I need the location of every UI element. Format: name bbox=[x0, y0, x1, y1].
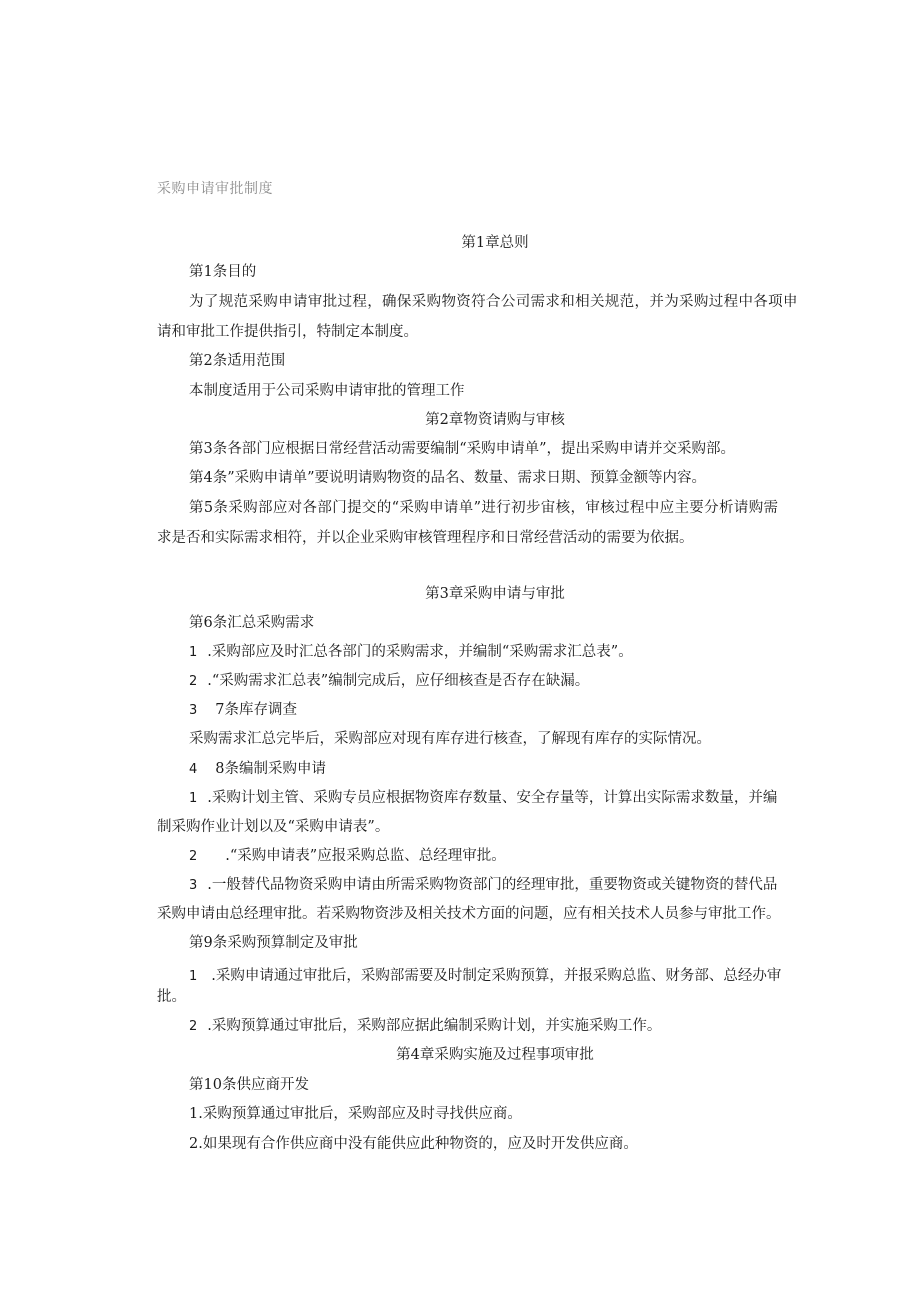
article-10-item-2: 2.如果现有合作供应商中没有能供应此种物资的，应及时开发供应商。 bbox=[189, 1136, 638, 1152]
article-10-title: 第10条供应商开发 bbox=[189, 1077, 309, 1093]
article-5-paragraph-line-2: 求是否和实际需求相符，并以企业采购审核管理程序和日常经营活动的需要为依据。 bbox=[157, 530, 694, 546]
item-number: 2 bbox=[189, 674, 198, 689]
article-1-paragraph-line-2: 请和审批工作提供指引，特制定本制度。 bbox=[157, 324, 418, 340]
item-text: .“采购申请表”应报采购总监、总经理审批。 bbox=[225, 848, 506, 864]
chapter-2-heading: 第2章物资请购与审核 bbox=[425, 412, 565, 428]
chapter-3-heading: 第3章采购申请与审批 bbox=[425, 586, 565, 602]
article-5-paragraph-line-1: 第5条采购部应对各部门提交的“采购申请单”进行初步宙核，审核过程中应主要分析请购需 bbox=[189, 500, 779, 516]
item-number: 2 bbox=[189, 1019, 198, 1034]
list-number: 4 bbox=[189, 762, 198, 777]
article-6-title: 第6条汇总采购需求 bbox=[189, 615, 315, 631]
list-number: 3 bbox=[189, 703, 198, 718]
article-1-paragraph-line-1: 为了规范采购申请审批过程，确保采购物资符合公司需求和相关规范，并为采购过程中各项申 bbox=[189, 294, 798, 310]
article-7-paragraph: 采购需求汇总完毕后，采购部应对现有库存进行核查，了解现有库存的实际情况。 bbox=[189, 731, 711, 747]
article-9-title: 第9条采购预算制定及审批 bbox=[189, 935, 358, 951]
article-4-paragraph: 第4条”采购申请单”要说明请购物资的品名、数量、需求日期、预算金额等内容。 bbox=[189, 470, 707, 486]
article-9-item-1-line-1 bbox=[189, 966, 781, 987]
article-8-title bbox=[189, 759, 326, 780]
item-text: .采购申请通过审批后，采购部需要及时制定采购预算，并报采购总监、财务部、总经办审 bbox=[211, 968, 782, 984]
item-number: 1 bbox=[189, 645, 198, 660]
article-9-item-1-line-2: 批。 bbox=[157, 989, 186, 1005]
item-number: 1 bbox=[189, 969, 198, 984]
item-number: 3 bbox=[189, 878, 198, 893]
item-text: .“采购需求汇总表”编制完成后，应仔细核查是否存在缺漏。 bbox=[207, 673, 590, 689]
article-6-item-1 bbox=[189, 642, 633, 663]
item-text: .采购计划主管、采购专员应根据物资库存数量、安全存量等，计算出实际需求数量，并编 bbox=[207, 790, 778, 806]
document-title: 采购申请审批制度 bbox=[157, 181, 273, 197]
item-number: 1 bbox=[189, 791, 198, 806]
article-2-title: 第2条适用范围 bbox=[189, 353, 286, 369]
article-10-item-1: 1.采购预算通过审批后，采购部应及时寻找供应商。 bbox=[189, 1106, 522, 1122]
article-8-item-2 bbox=[189, 846, 506, 867]
article-1-title: 第1条目的 bbox=[189, 264, 257, 280]
article-6-item-2 bbox=[189, 671, 589, 692]
article-8-item-3-line-2: 采购申请由总经理审批。若采购物资涉及相关技术方面的问题，应有相关技术人员参与审批工作。 bbox=[157, 906, 781, 922]
article-8-item-1-line-1 bbox=[189, 788, 777, 809]
article-8-item-1-line-2: 制采购作业计划以及“采购申请表”。 bbox=[157, 819, 390, 835]
article-9-item-2 bbox=[189, 1016, 661, 1037]
item-number: 2 bbox=[189, 849, 198, 864]
article-3-paragraph: 第3条各部门应根据日常经营活动需要编制“采购申请单”，提出采购申请并交采购部。 bbox=[189, 441, 736, 457]
article-title-text: 7条库存调查 bbox=[215, 702, 298, 718]
item-text: .采购预算通过审批后，采购部应据此编制采购计划，并实施采购工作。 bbox=[207, 1018, 662, 1034]
item-text: .一般替代品物资采购申请由所需采购物资部门的经理审批，重要物资或关键物资的替代品 bbox=[207, 877, 778, 893]
article-2-paragraph: 本制度适用于公司采购申请审批的管理工作 bbox=[189, 383, 465, 399]
chapter-4-heading: 第4章采购实施及过程事项审批 bbox=[396, 1047, 594, 1063]
article-7-title bbox=[189, 700, 297, 721]
article-title-text: 8条编制采购申请 bbox=[215, 761, 327, 777]
chapter-1-heading: 第1章总则 bbox=[461, 235, 529, 251]
article-8-item-3-line-1 bbox=[189, 875, 777, 896]
item-text: .采购部应及时汇总各部门的采购需求，并编制“采购需求汇总表”。 bbox=[207, 644, 633, 660]
